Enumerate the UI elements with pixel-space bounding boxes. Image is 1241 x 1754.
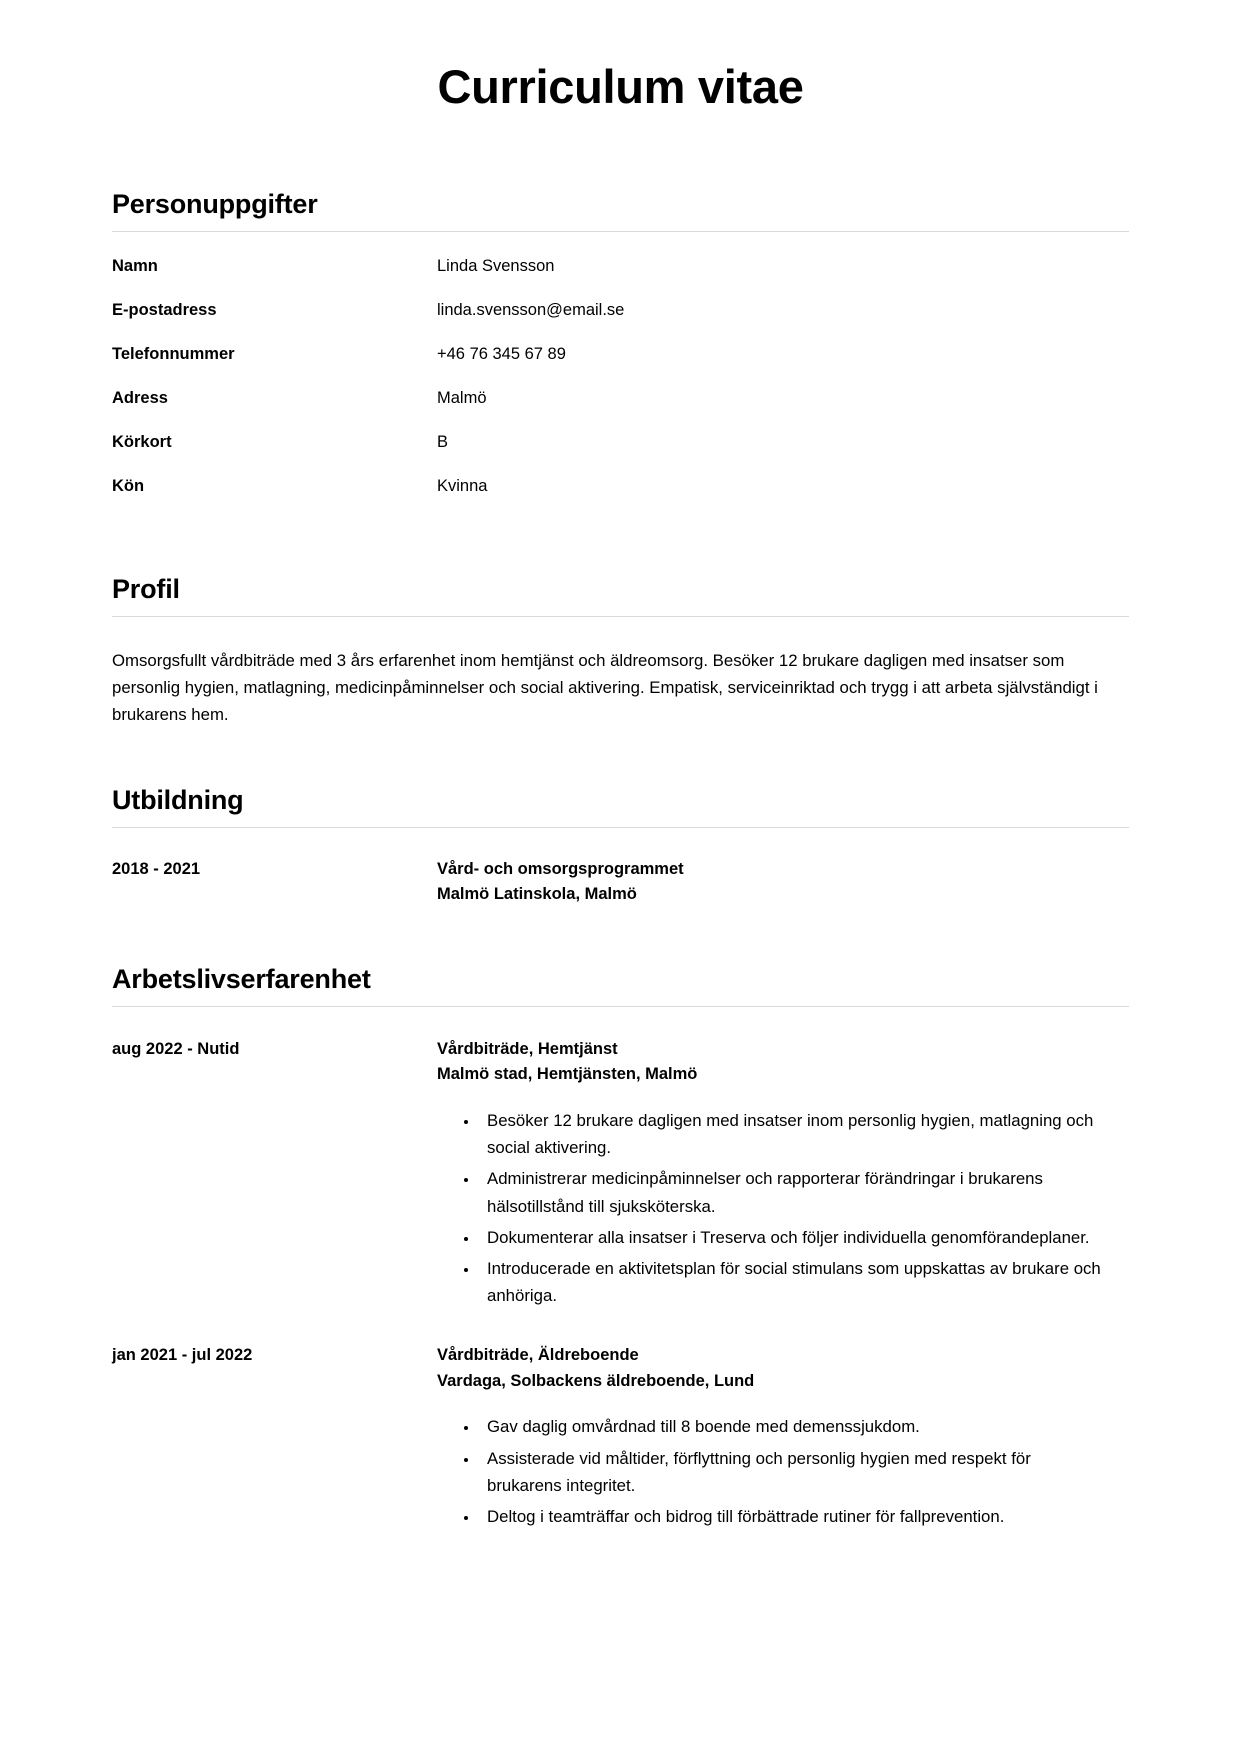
- work-role-title: Vårdbiträde, Äldreboende: [437, 1346, 639, 1365]
- list-item: • Assisterade vid måltider, förflyttning och personlig hygien med respekt för brukarens integritet.: [479, 1445, 1107, 1499]
- list-item: • Deltog i teamträffar och bidrog till förbättrade rutiner för fallprevention.: [479, 1503, 1107, 1530]
- list-item: • Dokumenterar alla insatser i Treserva och följer individuella genomförandeplaner.: [479, 1224, 1107, 1251]
- field-label: Körkort: [112, 432, 172, 451]
- education-program-name: Vård- och omsorgsprogrammet: [437, 859, 684, 878]
- work-employer-name: Vardaga, Solbackens äldreboende, Lund: [437, 1371, 755, 1390]
- list-item: • Introducerade en aktivitetsplan för social stimulans som uppskattas av brukare och anhöriga.: [479, 1255, 1107, 1309]
- work-responsibility-list: [437, 1413, 1129, 1530]
- table-row: [112, 386, 1129, 430]
- table-row: [112, 474, 1129, 518]
- page-title: Curriculum vitae: [437, 60, 804, 113]
- section-heading-work-experience: Arbetslivserfarenhet: [112, 964, 371, 995]
- section-divider: [112, 1006, 1129, 1007]
- education-entry-body: [437, 857, 1129, 908]
- work-entry-date: aug 2022 - Nutid: [112, 1039, 240, 1058]
- field-value: +46 76 345 67 89: [437, 344, 566, 363]
- table-row: [112, 298, 1129, 342]
- field-label: Adress: [112, 388, 168, 407]
- work-entry-date: jan 2021 - jul 2022: [112, 1346, 253, 1365]
- field-label: E-postadress: [112, 300, 217, 319]
- personal-details-table: [112, 254, 1129, 518]
- section-personal-details: [112, 188, 1129, 518]
- table-row: [112, 254, 1129, 298]
- profile-summary-text: Omsorgsfullt vårdbiträde med 3 års erfarenhet inom hemtjänst och äldreomsorg. Besöker 12 brukare dagligen med insatser som personlig hygien, matlagning, medicinpåminnelser och social aktivering. Empatisk, serviceinriktad och trygg i att arbeta självständigt i brukarens hem.: [112, 650, 1098, 724]
- section-education: [112, 784, 1129, 908]
- section-heading-personal-details: Personuppgifter: [112, 189, 318, 220]
- field-value: Malmö: [437, 388, 487, 407]
- table-row: [112, 430, 1129, 474]
- field-value: linda.svensson@email.se: [437, 300, 625, 319]
- section-heading-education: Utbildning: [112, 785, 244, 816]
- field-value: Kvinna: [437, 476, 488, 495]
- field-value: Linda Svensson: [437, 256, 555, 275]
- section-work-experience: [112, 963, 1129, 1534]
- field-value: B: [437, 432, 449, 451]
- section-divider: [112, 827, 1129, 828]
- section-heading-profile: Profil: [112, 573, 180, 604]
- education-entry: [112, 857, 1129, 908]
- field-label: Kön: [112, 476, 145, 495]
- list-item: • Besöker 12 brukare dagligen med insatser inom personlig hygien, matlagning och social aktivering.: [479, 1107, 1107, 1161]
- work-entry-body: [437, 1037, 1129, 1314]
- section-divider: [112, 231, 1129, 232]
- section-divider: [112, 616, 1129, 617]
- work-entry: [112, 1343, 1129, 1534]
- work-role-title: Vårdbiträde, Hemtjänst: [437, 1039, 618, 1058]
- field-label: Namn: [112, 256, 158, 275]
- work-employer-name: Malmö stad, Hemtjänsten, Malmö: [437, 1065, 698, 1084]
- field-label: Telefonnummer: [112, 344, 235, 363]
- table-row: [112, 342, 1129, 386]
- list-item: • Administrerar medicinpåminnelser och rapporterar förändringar i brukarens hälsotillstånd till sjuksköterska.: [479, 1165, 1107, 1219]
- education-entry-date: 2018 - 2021: [112, 859, 201, 878]
- list-item: • Gav daglig omvårdnad till 8 boende med demenssjukdom.: [479, 1413, 1107, 1440]
- work-entry: [112, 1037, 1129, 1314]
- work-responsibility-list: [437, 1107, 1129, 1309]
- work-entry-body: [437, 1343, 1129, 1534]
- section-profile: [112, 573, 1129, 728]
- education-school-name: Malmö Latinskola, Malmö: [437, 885, 637, 904]
